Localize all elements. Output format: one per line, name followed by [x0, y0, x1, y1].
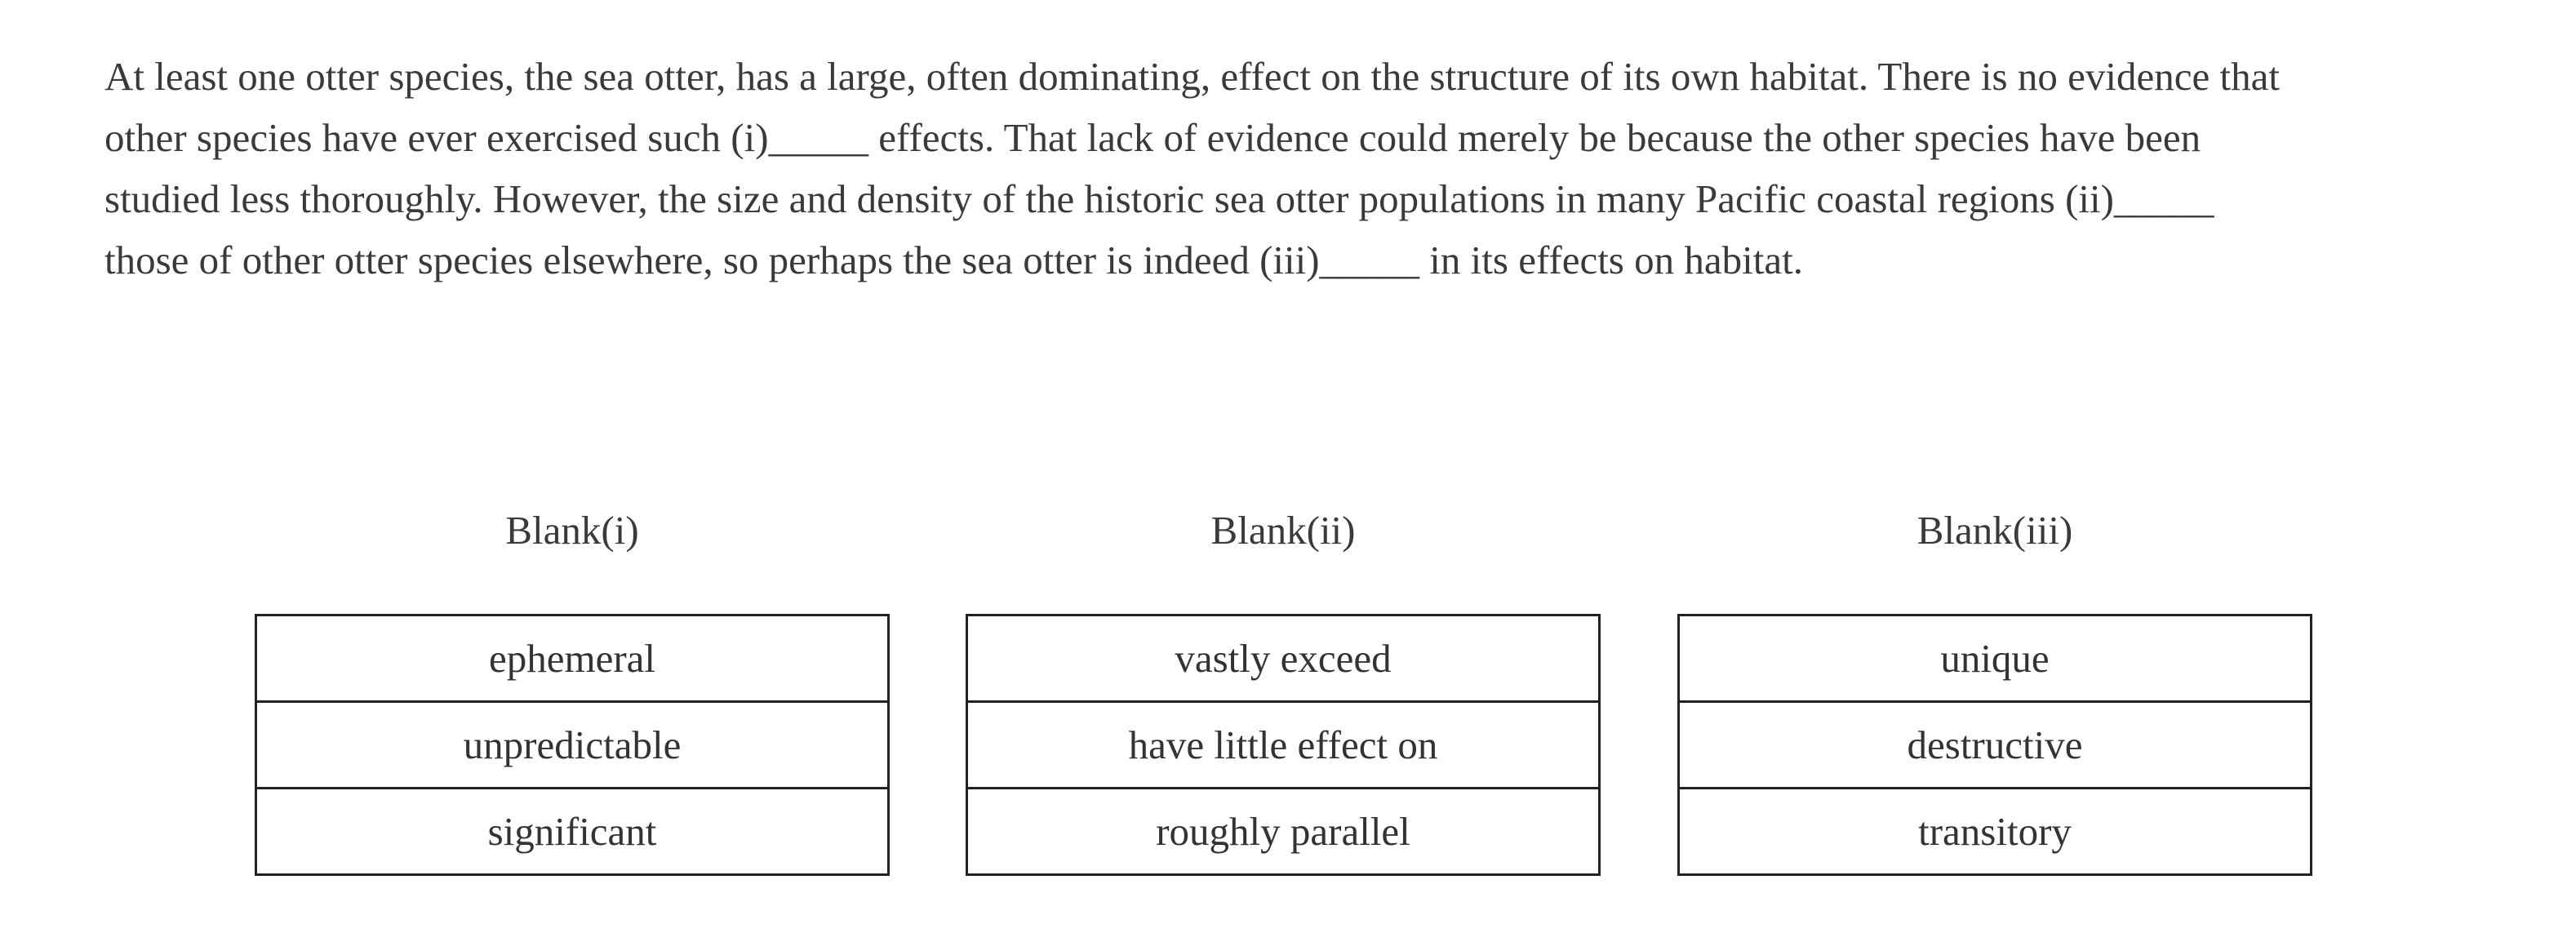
blank-i-column: [255, 498, 890, 854]
question-passage: [104, 46, 2488, 291]
blank-ii-choices: [966, 614, 1601, 876]
choice-significant[interactable]: significant: [487, 809, 657, 854]
blank-i-choices: [255, 614, 890, 876]
blank-iii-choices: [1677, 614, 2312, 876]
choice-vastly-exceed[interactable]: vastly exceed: [968, 616, 1598, 703]
blank-iii-column: [1677, 498, 2312, 854]
choice-unique[interactable]: unique: [1680, 616, 2310, 703]
choice-transitory[interactable]: transitory: [1918, 809, 2072, 854]
passage-line: At least one otter species, the sea otter, has a large, often dominating, effect on the structure of its own habitat. There is no evidence that: [104, 54, 2280, 99]
passage-line: those of other otter species elsewhere, so perhaps the sea otter is indeed (iii)_____ in its effects on habitat.: [104, 238, 1803, 282]
choice-ephemeral[interactable]: ephemeral: [257, 616, 887, 703]
choice-roughly-parallel[interactable]: roughly parallel: [1156, 809, 1410, 854]
passage-line: studied less thoroughly. However, the size and density of the historic sea otter populations in many Pacific coastal regions (ii)_____: [104, 176, 2214, 221]
blank-iii-header: Blank(iii): [1916, 508, 2073, 553]
choice-destructive[interactable]: destructive: [1680, 703, 2310, 789]
choice-unpredictable[interactable]: unpredictable: [257, 703, 887, 789]
blank-ii-header: Blank(ii): [1210, 508, 1356, 553]
blank-i-header: Blank(i): [505, 508, 639, 553]
choice-have-little-effect-on[interactable]: have little effect on: [968, 703, 1598, 789]
passage-line: other species have ever exercised such (i)_____ effects. That lack of evidence could merely be because the other species have been: [104, 115, 2201, 160]
blank-ii-column: [966, 498, 1601, 854]
